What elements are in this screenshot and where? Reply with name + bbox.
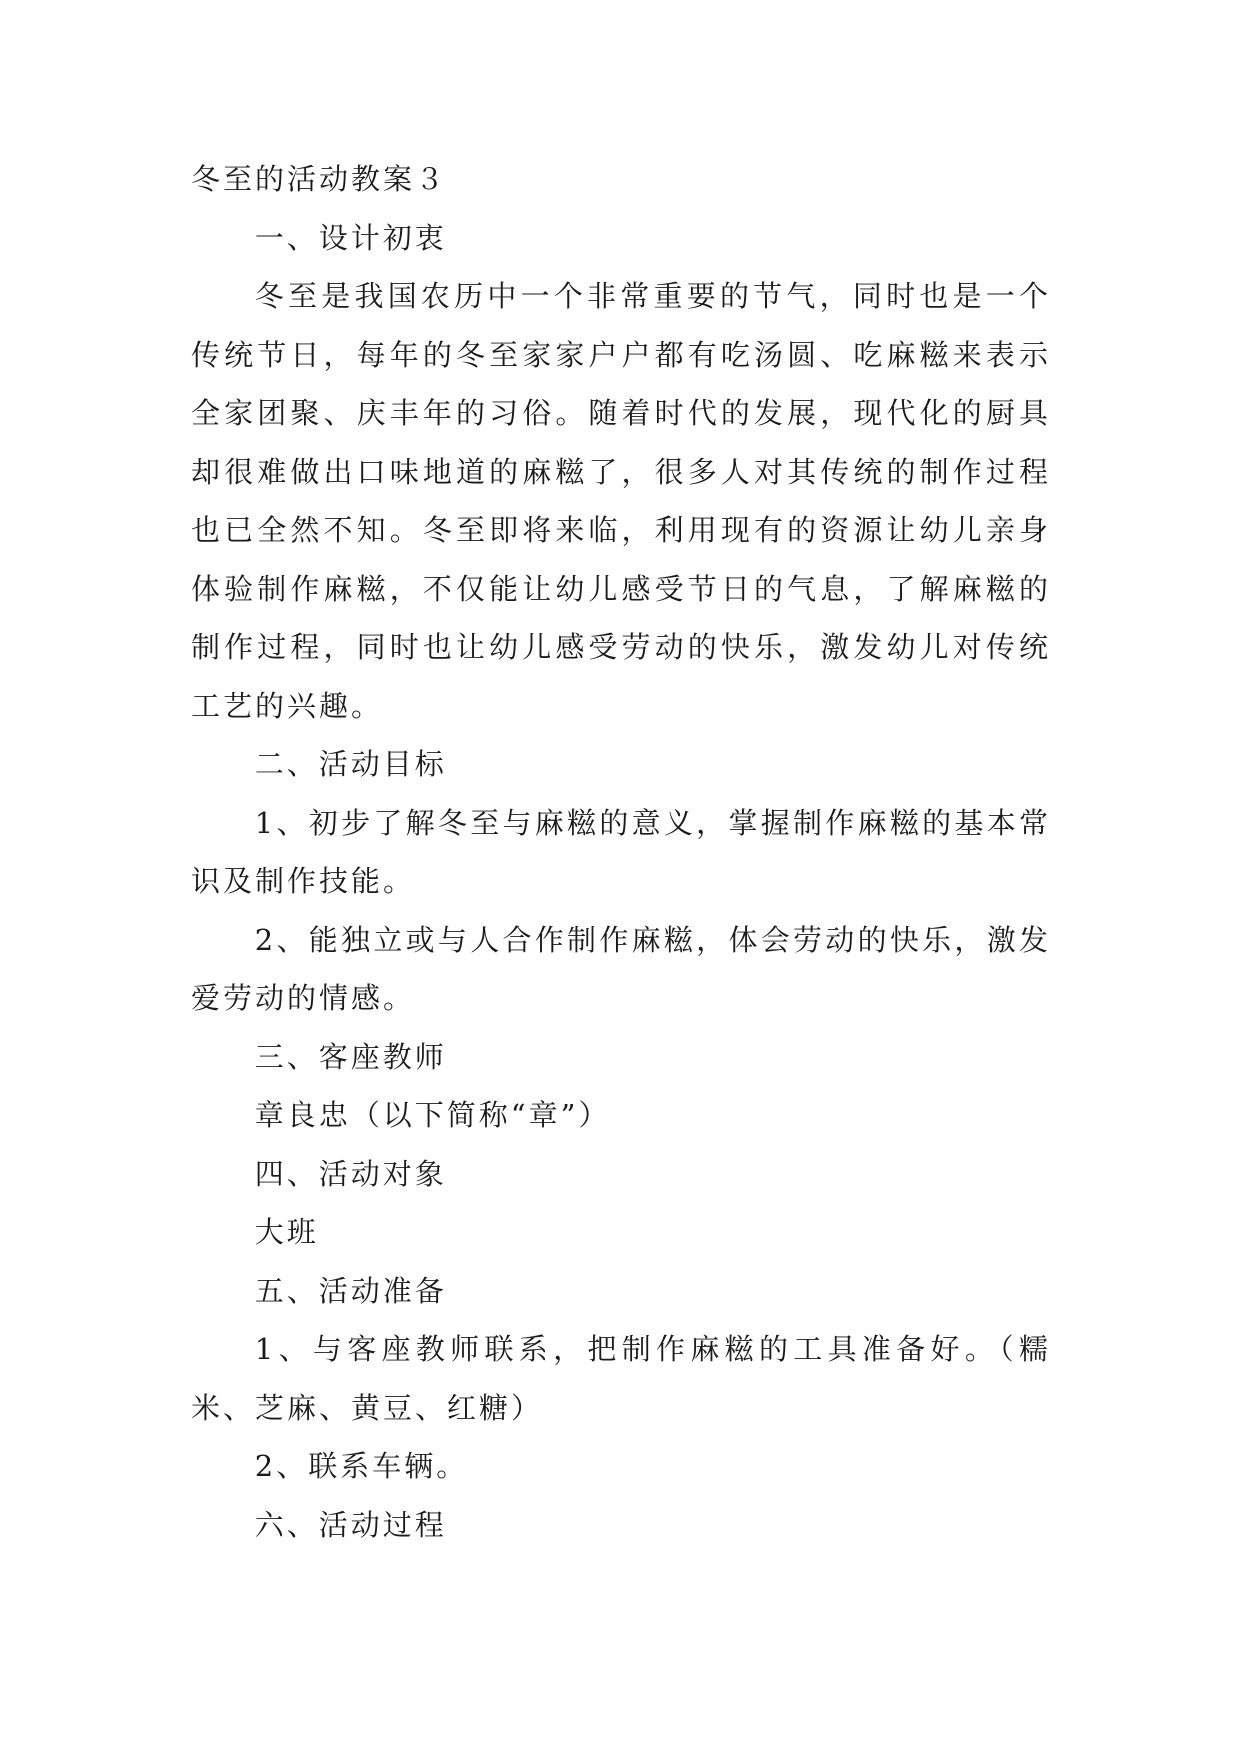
heading-activity-preparation: 五、活动准备: [254, 1273, 447, 1308]
goal-item-1: 1、初步了解冬至与麻糍的意义，掌握制作麻糍的基本常识及制作技能。: [191, 805, 1051, 898]
heading-activity-target: 四、活动对象: [254, 1156, 447, 1191]
preparation-item-1: 1、与客座教师联系，把制作麻糍的工具准备好。（糯米、芝麻、黄豆、红糖）: [191, 1332, 1051, 1425]
paragraph-design-intent: 冬至是我国农历中一个非常重要的节气，同时也是一个传统节日，每年的冬至家家户户都有吃汤圆、吃麻糍来表示全家团聚、庆丰年的习俗。随着时代的发展，现代化的厨具却很难做出口味地道的麻糍了，很多人对其传统的制作过程也已全然不知。冬至即将来临，利用现有的资源让幼儿亲身体验制作麻糍，不仅能让幼儿感受节日的气息，了解麻糍的制作过程，同时也让幼儿感受劳动的快乐，激发幼儿对传统工艺的兴趣。: [191, 279, 1051, 723]
heading-activity-goals: 二、活动目标: [254, 747, 447, 781]
heading-guest-teacher: 三、客座教师: [254, 1039, 447, 1074]
document-title: 冬至的活动教案３: [191, 162, 448, 196]
heading-design-intent: 一、设计初衷: [254, 220, 447, 255]
document-body: [191, 150, 1051, 1554]
activity-target-value: 大班: [254, 1215, 319, 1249]
heading-activity-process: 六、活动过程: [254, 1507, 447, 1542]
preparation-item-2: 2、联系车辆。: [254, 1449, 469, 1483]
goal-item-2: 2、能独立或与人合作制作麻糍，体会劳动的快乐，激发爱劳动的情感。: [191, 922, 1051, 1015]
guest-teacher-name: 章良忠（以下简称“章”）: [254, 1098, 611, 1132]
